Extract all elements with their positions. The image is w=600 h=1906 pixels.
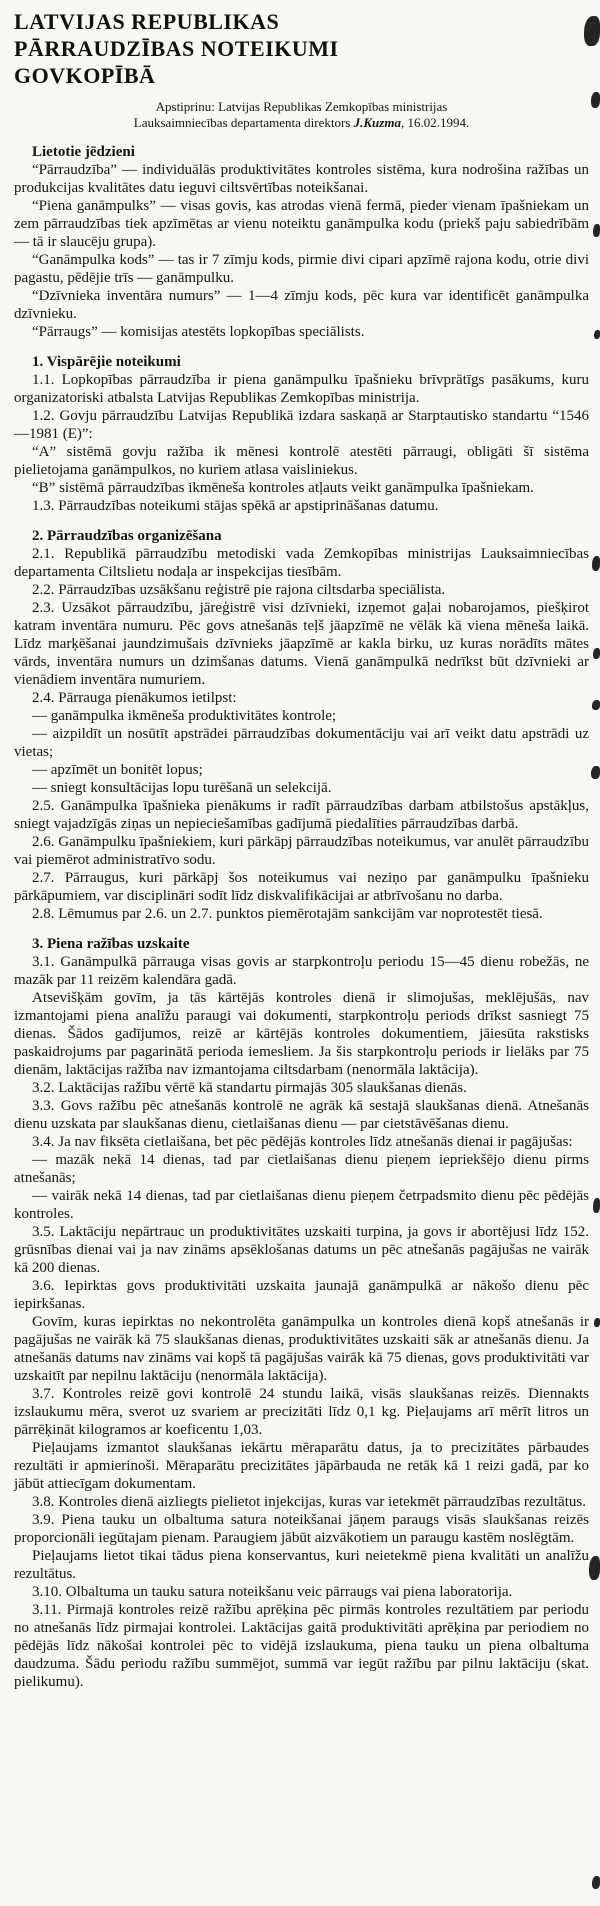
approval-line-1: Apstiprinu: Latvijas Republikas Zemkopības ministrijas [155, 99, 448, 114]
document-title [14, 8, 589, 89]
paragraph: 2.7. Pārraugus, kuri pārkāpj šos noteikumus vai neziņo par ganāmpulku īpašnieku pārkāpumiem, var disciplināri sodīt līdz diskvalifikācijai ar atbrīvošanu no darba. [14, 870, 589, 904]
document-body [14, 143, 589, 1691]
paragraph: “A” sistēmā govju ražība ik mēnesi kontrolē atestēti pārraugi, obligāti šī sistēma pielietojama ganāmpulkos, no kuriem atlasa vaisliniekus. [14, 444, 589, 478]
approval-line-2-suffix: , 16.02.1994. [400, 115, 470, 130]
paragraph: 3.9. Piena tauku un olbaltuma satura noteikšanai jāņem paraugs visās slaukšanas reizēs proporcionāli iegūtajam pienam. Paraugiem jābūt aizvākotiem un paraugu kastēm noslēgtām. [14, 1512, 589, 1546]
scan-artifact [594, 330, 600, 339]
section-heading: 2. Pārraudzības organizēšana [32, 528, 222, 544]
scan-artifact [593, 224, 600, 237]
paragraph: — sniegt konsultācijas lopu turēšanā un selekcijā. [32, 780, 332, 796]
paragraph: 3.7. Kontroles reizē govi kontrolē 24 stundu laikā, visās slaukšanas reizēs. Diennakts izslaukumu mēra, sverot uz svariem ar precizitāti līdz 0,1 kg. Pieļaujams arī mērīt litros un pārrēķināt kilogramos ar koeficentu 1,03. [14, 1386, 589, 1438]
paragraph: 2.3. Uzsākot pārraudzību, jāreģistrē visi dzīvnieki, izņemot gaļai nobarojamos, piešķirot katram inventāra numuru. Pēc govs atnešanās teļš jāapzīmē ne vēlāk kā viena mēneša laikā. Līdz marķēšanai jaundzimušais dzīvnieks jāapzīmē ar kakla birku, uz kuras norādīts mātes vārds, inventāra numurs un dzimšanas datums. Vienā ganāmpulkā nedrīkst būt dzīvnieki ar vienādiem inventāra numuriem. [14, 600, 589, 688]
paragraph: 3.1. Ganāmpulkā pārrauga visas govis ar starpkontroļu periodu 15—45 dienu robežās, ne mazāk par 11 reizēm kalendāra gadā. [14, 954, 589, 988]
scan-artifact [593, 1198, 600, 1213]
scan-artifact [591, 766, 600, 779]
approval-line-2-prefix: Lauksaimniecības departamenta direktors [133, 115, 354, 130]
paragraph: 3.6. Iepirktas govs produktivitāti uzskaita jaunajā ganāmpulkā ar nākošo dienu pēc iepirkšanas. [14, 1278, 589, 1312]
scan-artifact [592, 700, 600, 710]
paragraph: — aizpildīt un nosūtīt apstrādei pārraudzības dokumentāciju vai arī veikt datu apstrādi uz vietas; [14, 726, 589, 760]
title-line-3: GOVKOPĪBĀ [14, 63, 156, 88]
paragraph: 3.4. Ja nav fiksēta cietlaišana, bet pēc pēdējās kontroles līdz atnešanās dienai ir pagājušas: [32, 1134, 573, 1150]
paragraph: Pieļaujams izmantot slaukšanas iekārtu mēraparātu datus, ja to precizitātes pārbaudes rezultāti ir apmierinoši. Mēraparātu precizitātes jāpārbauda ne retāk kā 1 reizi gadā, par ko jābūt attiecīgam dokumentam. [14, 1440, 589, 1492]
section-heading: Lietotie jēdzieni [32, 144, 135, 160]
paragraph: 3.10. Olbaltuma un tauku satura noteikšanu veic pārraugs vai piena laboratorija. [32, 1584, 513, 1600]
paragraph: “Piena ganāmpulks” — visas govis, kas atrodas vienā fermā, pieder vienam īpašniekam un zem pārraudzības tiek apzīmētas ar vienu noteiktu ganāmpulka kodu (priekš paju sabiedrībām — tā ir slaucēju grupa). [14, 198, 589, 250]
paragraph: 2.2. Pārraudzības uzsākšanu reģistrē pie rajona ciltsdarba speciālista. [32, 582, 446, 598]
paragraph: “Pārraugs” — komisijas atestēts lopkopības speciālists. [32, 324, 365, 340]
title-line-2: PĀRRAUDZĪBAS NOTEIKUMI [14, 36, 339, 61]
paragraph: Atsevišķām govīm, ja tās kārtējās kontroles dienā ir slimojušas, meklējušās, nav izmantojami piena analīžu paraugi vai dokumenti, starpkontroļu periods drīkst sasniegt 75 dienas. Šādos gadījumos, reizē ar kārtējās kontroles dokumentiem, jāiesūta rakstisks paskaidrojums par pagarinātā perioda iemesliem. Ja šis starpkontroļu periods ir lielāks par 75 dienām, laktācijas ražība nav izmantojama ciltsdarbam (nenormāla laktācija). [14, 990, 589, 1078]
paragraph: 3.2. Laktācijas ražību vērtē kā standartu pirmajās 305 slaukšanas dienās. [32, 1080, 467, 1096]
section-heading: 3. Piena ražības uzskaite [32, 936, 190, 952]
scan-artifact [591, 92, 600, 108]
paragraph: “Pārraudzība” — individuālās produktivitātes kontroles sistēma, kura nodrošina ražības un produkcijas kvalitātes datu ieguvi ciltsvērtības noteikšanai. [14, 162, 589, 196]
paragraph: 2.6. Ganāmpulku īpašniekiem, kuri pārkāpj pārraudzības noteikumus, var anulēt pārraudzību vai piemērot administratīvo sodu. [14, 834, 589, 868]
scan-artifact [593, 648, 600, 659]
paragraph: 1.3. Pārraudzības noteikumi stājas spēkā ar apstiprināšanas datumu. [32, 498, 439, 514]
paragraph: — vairāk nekā 14 dienas, tad par cietlaišanas dienu pieņem četrpadsmito dienu pēc pēdējās kontroles. [14, 1188, 589, 1222]
paragraph: 2.1. Republikā pārraudzību metodiski vada Zemkopības ministrijas Lauksaimniecības departamenta Ciltslietu nodaļa ar inspekcijas tiesībām. [14, 546, 589, 580]
paragraph: “Ganāmpulka kods” — tas ir 7 zīmju kods, pirmie divi cipari apzīmē rajona kodu, otrie divi pagastu, pēdējie trīs — ganāmpulku. [14, 252, 589, 286]
paragraph: — mazāk nekā 14 dienas, tad par cietlaišanas dienu pieņem iepriekšējo dienu pirms atnešanās; [14, 1152, 589, 1186]
approval-signer-name: J.Kuzma [353, 115, 401, 130]
paragraph: 2.5. Ganāmpulka īpašnieka pienākums ir radīt pārraudzības darbam atbilstošus apstākļus, sniegt vajadzīgās ziņas un nepieciešamības gadījumā piedalīties pārraudzības darbā. [14, 798, 589, 832]
paragraph: — ganāmpulka ikmēneša produktivitātes kontrole; [32, 708, 337, 724]
scan-artifact [592, 1876, 600, 1889]
paragraph: 3.3. Govs ražību pēc atnešanās kontrolē ne agrāk kā sestajā slaukšanas dienā. Atnešanās dienu uzskata par slaukšanas dienu, cietlaišanas dienu — par cietstāvēšanas dienu. [14, 1098, 589, 1132]
paragraph: “Dzīvnieka inventāra numurs” — 1—4 zīmju kods, pēc kura var identificēt ganāmpulka dzīvnieku. [14, 288, 589, 322]
scan-artifact [592, 556, 600, 571]
paragraph: 3.5. Laktāciju nepārtrauc un produktivitātes uzskaiti turpina, ja govs ir abortējusi līdz 152. grūsnības dienai vai ja nav zināms apsēklošanas datums un pēc atnešanās pagājušas ne vairāk kā 200 dienas. [14, 1224, 589, 1276]
paragraph: — apzīmēt un bonitēt lopus; [32, 762, 203, 778]
scan-artifact [594, 1318, 600, 1327]
scan-artifact [584, 16, 600, 46]
paragraph: “B” sistēmā pārraudzības ikmēneša kontroles atļauts veikt ganāmpulka īpašniekam. [32, 480, 534, 496]
paragraph: 1.1. Lopkopības pārraudzība ir piena ganāmpulku īpašnieku brīvprātīgs pasākums, kuru organizatoriski atbalsta Latvijas Republikas Zemkopības ministrija. [14, 372, 589, 406]
paragraph: Pieļaujams lietot tikai tādus piena konservantus, kuri neietekmē piena kvalitāti un analīžu rezultātus. [14, 1548, 589, 1582]
paragraph: 3.8. Kontroles dienā aizliegts pielietot injekcijas, kuras var ietekmēt pārraudzības rezultātus. [32, 1494, 586, 1510]
paragraph: 2.4. Pārrauga pienākumos ietilpst: [32, 690, 237, 706]
title-line-1: LATVIJAS REPUBLIKAS [14, 9, 280, 34]
paragraph: 2.8. Lēmumus par 2.6. un 2.7. punktos piemērotajām sankcijām var noprotestēt tiesā. [32, 906, 543, 922]
paragraph: 1.2. Govju pārraudzību Latvijas Republikā izdara saskaņā ar Starptautisko standartu “1546—1981 (E)”: [14, 408, 589, 442]
section-heading: 1. Vispārējie noteikumi [32, 354, 181, 370]
paragraph: Govīm, kuras iepirktas no nekontrolēta ganāmpulka un kontroles dienā kopš atnešanās ir pagājušas ne vairāk kā 75 slaukšanas dienas, produktivitātes uzskaiti sāk ar atnešanās dienu. Ja atnešanās datums nav zināms vai kopš tā pagājušas vairāk kā 75 dienas, govs produktivitāti var uzskaitīt par nepilnu laktāciju (nenormāla laktācija). [14, 1314, 589, 1384]
paragraph: 3.11. Pirmajā kontroles reizē ražību aprēķina pēc pirmās kontroles rezultātiem par periodu no atnešanās līdz pirmajai kontrolei. Laktācijas gaitā produktivitāti aprēķina par periodiem no pēdējās līdz nākošai kontrolei pēc to vidējā izslaukuma, piena tauku un piena olbaltuma daudzuma. Šādu periodu ražību summējot, summā var iegūt ražību par pilnu laktāciju (skat. pielikumu). [14, 1602, 589, 1690]
approval-block [14, 99, 589, 131]
approval-line-2 [14, 115, 589, 131]
scan-artifact [589, 1556, 600, 1580]
